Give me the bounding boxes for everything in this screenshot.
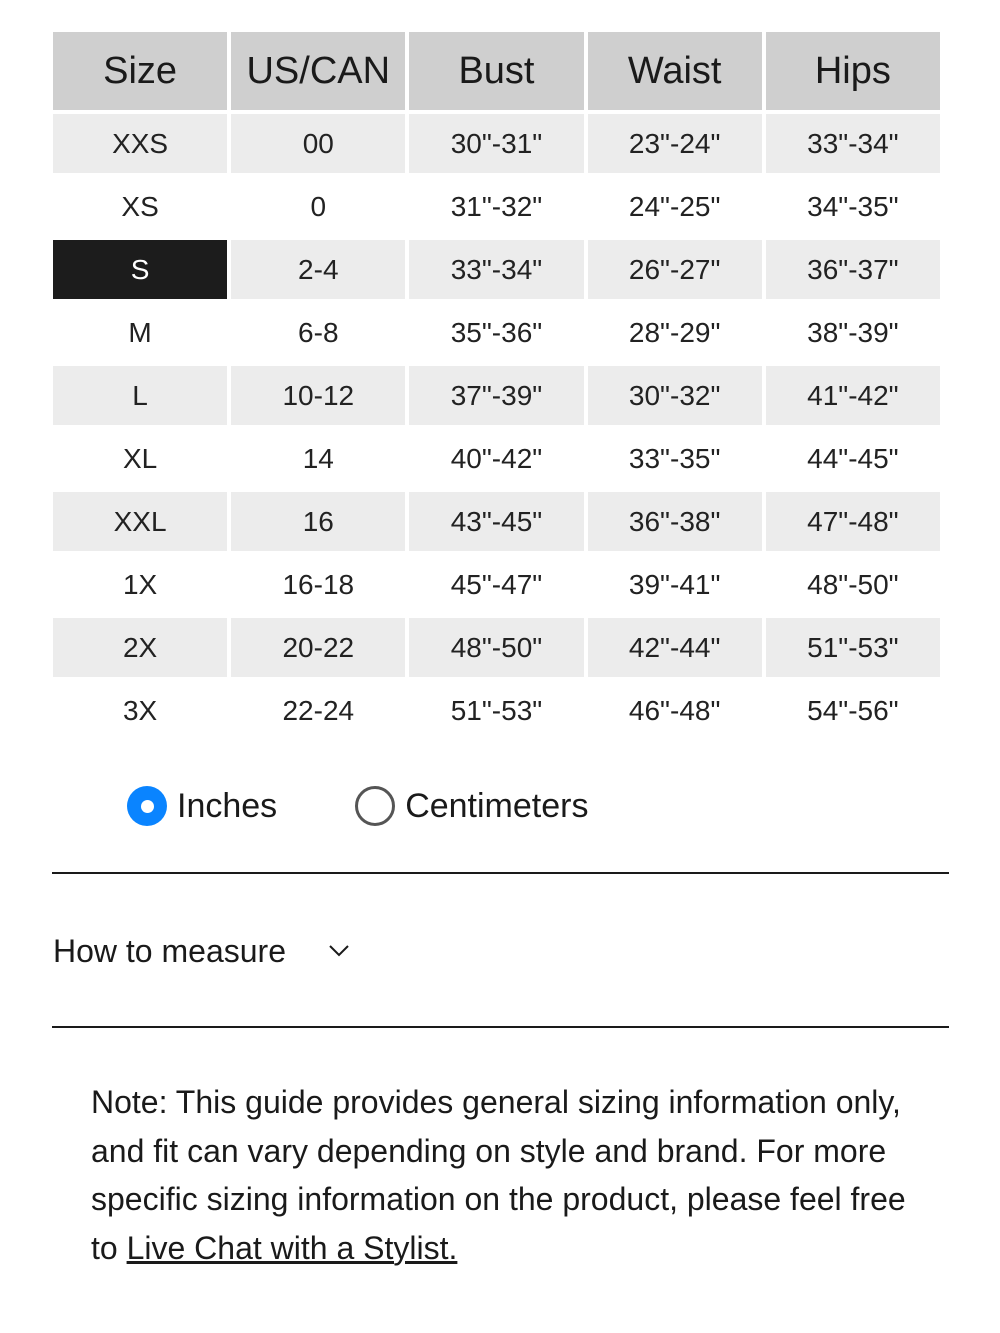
table-cell: 40"-42"	[409, 429, 583, 488]
inches-radio[interactable]	[127, 786, 167, 826]
table-cell: 28"-29"	[588, 303, 762, 362]
table-cell: 16-18	[231, 555, 405, 614]
table-cell: 30"-31"	[409, 114, 583, 173]
note-label: Note:	[91, 1084, 168, 1120]
table-cell: 2-4	[231, 240, 405, 299]
table-cell: 26"-27"	[588, 240, 762, 299]
inches-label: Inches	[177, 786, 278, 825]
divider-top	[52, 872, 949, 874]
column-header: US/CAN	[231, 32, 405, 110]
table-row	[53, 366, 940, 425]
table-cell: 42"-44"	[588, 618, 762, 677]
table-cell: 36"-38"	[588, 492, 762, 551]
table-cell: 00	[231, 114, 405, 173]
table-row	[53, 555, 940, 614]
table-cell: 33"-34"	[409, 240, 583, 299]
table-cell: 3X	[53, 681, 227, 740]
table-cell: 31"-32"	[409, 177, 583, 236]
table-cell: 34"-35"	[766, 177, 940, 236]
table-row	[53, 177, 940, 236]
table-cell: 6-8	[231, 303, 405, 362]
table-row	[53, 114, 940, 173]
table-cell: 16	[231, 492, 405, 551]
table-cell: 54"-56"	[766, 681, 940, 740]
live-chat-link[interactable]: Live Chat with a Stylist.	[126, 1229, 458, 1266]
table-row	[53, 303, 940, 362]
unit-option-centimeters[interactable]	[355, 786, 588, 826]
sizing-note	[91, 1078, 941, 1272]
column-header: Waist	[588, 32, 762, 110]
table-cell: 33"-35"	[588, 429, 762, 488]
table-cell: 45"-47"	[409, 555, 583, 614]
table-cell: 1X	[53, 555, 227, 614]
table-cell: 37"-39"	[409, 366, 583, 425]
table-row	[53, 240, 940, 299]
chevron-down-icon[interactable]	[328, 944, 350, 958]
table-cell: L	[53, 366, 227, 425]
unit-option-inches[interactable]	[127, 786, 277, 826]
how-to-measure-accordion[interactable]	[53, 928, 350, 974]
table-row	[53, 492, 940, 551]
table-cell: 0	[231, 177, 405, 236]
centimeters-radio[interactable]	[355, 786, 395, 826]
column-header: Hips	[766, 32, 940, 110]
how-to-measure-label: How to measure	[53, 932, 286, 969]
table-cell: 20-22	[231, 618, 405, 677]
table-cell: 46"-48"	[588, 681, 762, 740]
note-text: This guide provides general sizing information only, and fit can vary depending on style and brand. For more specific sizing information on the product, please feel free to	[91, 1084, 906, 1266]
table-cell: 35"-36"	[409, 303, 583, 362]
table-cell: 30"-32"	[588, 366, 762, 425]
table-row	[53, 429, 940, 488]
table-cell: 23"-24"	[588, 114, 762, 173]
table-cell: XXL	[53, 492, 227, 551]
table-cell: 39"-41"	[588, 555, 762, 614]
table-cell: 51"-53"	[766, 618, 940, 677]
divider-bottom	[52, 1026, 949, 1028]
size-chart-header-row	[53, 32, 940, 110]
table-cell: 33"-34"	[766, 114, 940, 173]
table-cell: 48"-50"	[409, 618, 583, 677]
table-row	[53, 618, 940, 677]
table-cell: 36"-37"	[766, 240, 940, 299]
table-cell: 2X	[53, 618, 227, 677]
table-cell: 38"-39"	[766, 303, 940, 362]
table-cell: 22-24	[231, 681, 405, 740]
table-cell: 51"-53"	[409, 681, 583, 740]
table-cell: 43"-45"	[409, 492, 583, 551]
table-cell: 41"-42"	[766, 366, 940, 425]
table-cell: XS	[53, 177, 227, 236]
column-header: Bust	[409, 32, 583, 110]
table-row	[53, 681, 940, 740]
table-cell: 48"-50"	[766, 555, 940, 614]
table-cell: 10-12	[231, 366, 405, 425]
selected-size-cell: S	[53, 240, 227, 299]
unit-toggle	[127, 782, 588, 830]
table-cell: XXS	[53, 114, 227, 173]
column-header: Size	[53, 32, 227, 110]
table-cell: 44"-45"	[766, 429, 940, 488]
size-chart-table	[49, 28, 944, 744]
size-chart-body	[53, 114, 940, 740]
table-cell: M	[53, 303, 227, 362]
table-cell: XL	[53, 429, 227, 488]
table-cell: 14	[231, 429, 405, 488]
table-cell: 24"-25"	[588, 177, 762, 236]
table-cell: 47"-48"	[766, 492, 940, 551]
centimeters-label: Centimeters	[405, 786, 589, 825]
